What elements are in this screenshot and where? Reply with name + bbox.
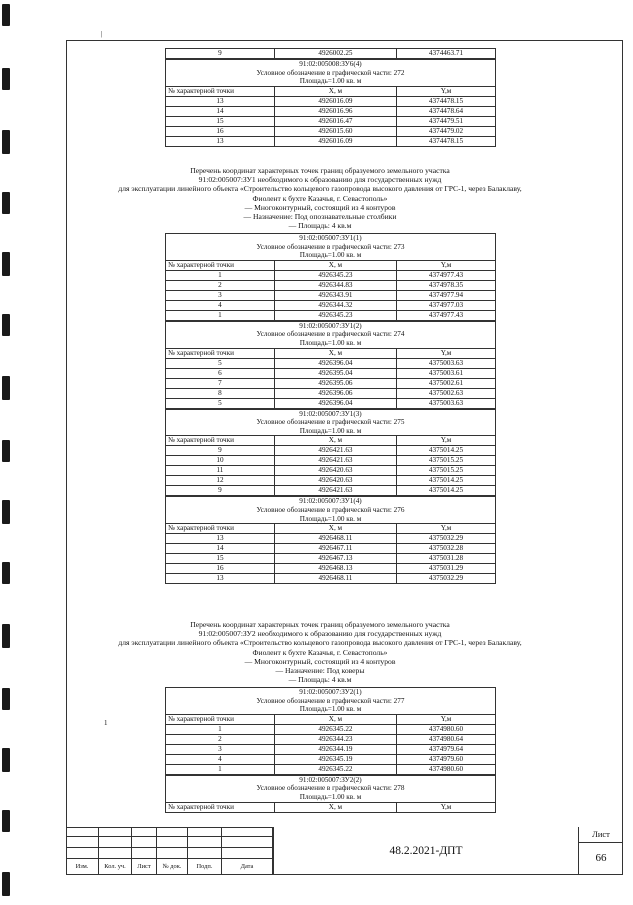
point-number: 13 <box>166 574 275 584</box>
point-number: 9 <box>166 486 275 496</box>
table-body <box>166 534 496 584</box>
x-coordinate: 4926467.11 <box>274 544 396 554</box>
parcel-number: 91:02:005007:ЗУ1(1) <box>299 234 362 242</box>
column-header-y: Y,м <box>396 86 495 96</box>
binder-hole <box>2 68 10 90</box>
table-row <box>166 126 496 136</box>
table-row <box>166 106 496 116</box>
point-number: 14 <box>166 106 275 116</box>
point-number: 13 <box>166 96 275 106</box>
point-number: 9 <box>166 446 275 456</box>
x-coordinate: 4926344.23 <box>274 734 396 744</box>
section-heading <box>165 409 496 436</box>
x-coordinate: 4926420.63 <box>274 476 396 486</box>
column-header-x: X, м <box>274 802 396 812</box>
column-header-y: Y,м <box>396 802 495 812</box>
header-line: 91:02:005007:ЗУ2 необходимого к образованию для государственных нужд <box>198 629 442 639</box>
header-line: — Многоконтурный, состоящий из 4 контуров <box>244 656 396 666</box>
table-row <box>166 534 496 544</box>
table-row <box>166 754 496 764</box>
revision-column-label: Лист <box>132 859 157 875</box>
x-coordinate: 4926396.04 <box>274 398 396 408</box>
x-coordinate: 4926344.19 <box>274 744 396 754</box>
y-coordinate: 4375014.25 <box>396 486 495 496</box>
section-heading <box>165 233 496 260</box>
table-header <box>166 436 496 446</box>
header-row <box>166 260 496 270</box>
binder-hole <box>2 748 10 772</box>
x-coordinate: 4926343.91 <box>274 290 396 300</box>
coordinate-table <box>165 802 496 813</box>
y-coordinate: 4375032.29 <box>396 574 495 584</box>
point-number: 2 <box>166 734 275 744</box>
y-coordinate: 4375014.25 <box>396 446 495 456</box>
revision-cell <box>99 827 132 837</box>
x-coordinate: 4926468.11 <box>274 534 396 544</box>
point-number: 2 <box>166 280 275 290</box>
y-coordinate: 4374478.15 <box>396 136 495 146</box>
y-coordinate: 4374479.02 <box>396 126 495 136</box>
x-coordinate: 4926467.13 <box>274 554 396 564</box>
y-coordinate: 4375032.28 <box>396 544 495 554</box>
revision-cell <box>222 848 273 859</box>
table-row <box>166 456 496 466</box>
revision-column-label: Изм. <box>66 859 99 875</box>
x-coordinate: 4926396.04 <box>274 358 396 368</box>
block1-header <box>100 166 540 230</box>
table-row <box>166 764 496 774</box>
revision-cell <box>99 848 132 859</box>
x-coordinate: 4926345.22 <box>274 724 396 734</box>
parcel-number: 91:02:005007:ЗУ1(3) <box>299 409 362 418</box>
y-coordinate: 4374980.60 <box>396 764 495 774</box>
header-line: Перечень координат характерных точек границ образуемого земельного участка <box>190 620 450 629</box>
point-number: 12 <box>166 476 275 486</box>
table-row <box>166 574 496 584</box>
header-row <box>166 524 496 534</box>
binder-hole <box>2 440 10 462</box>
revision-column-label: Кол. уч. <box>99 859 132 875</box>
x-coordinate: 4926015.60 <box>274 126 396 136</box>
point-number: 3 <box>166 290 275 300</box>
parcel-area: Площадь=1.00 кв. м <box>299 792 362 801</box>
y-coordinate: 4374977.43 <box>396 270 495 280</box>
revision-cell <box>222 827 273 837</box>
x-coordinate: 4926421.63 <box>274 486 396 496</box>
y-coordinate: 4374479.51 <box>396 116 495 126</box>
column-header-y: Y,м <box>396 524 495 534</box>
table-header <box>166 714 496 724</box>
section-heading <box>165 496 496 523</box>
header-line: — Площадь: 4 кв.м <box>288 675 352 685</box>
table-row <box>166 96 496 106</box>
revision-cell <box>132 848 157 859</box>
binder-hole <box>2 500 10 524</box>
graphic-symbol: Условное обозначение в графической части: 277 <box>256 696 405 705</box>
header-row <box>166 714 496 724</box>
table-header <box>166 524 496 534</box>
table-row <box>166 744 496 754</box>
table-header <box>166 260 496 270</box>
binder-hole <box>2 872 10 896</box>
binder-hole <box>2 562 10 584</box>
margin-tick: | <box>101 30 103 38</box>
sheet-box <box>578 827 623 875</box>
table-row <box>166 466 496 476</box>
table-header <box>166 348 496 358</box>
y-coordinate: 4374979.64 <box>396 744 495 754</box>
table-row <box>166 300 496 310</box>
x-coordinate: 4926395.06 <box>274 378 396 388</box>
coordinate-table <box>165 435 496 496</box>
x-coordinate: 4926345.23 <box>274 310 396 320</box>
coordinate-section <box>165 59 496 147</box>
x-coordinate: 4926420.63 <box>274 466 396 476</box>
point-number: 7 <box>166 378 275 388</box>
graphic-symbol: Условное обозначение в графической части: 278 <box>256 784 405 793</box>
table-row <box>166 136 496 146</box>
point-number: 1 <box>166 310 275 320</box>
table-row <box>166 724 496 734</box>
header-row <box>166 86 496 96</box>
point-number: 4 <box>166 754 275 764</box>
y-coordinate: 4375002.61 <box>396 378 495 388</box>
table-row <box>166 358 496 368</box>
point-number: 3 <box>166 744 275 754</box>
point-number: 14 <box>166 544 275 554</box>
y-coordinate: 4374980.60 <box>396 724 495 734</box>
y-coordinate: 4374977.43 <box>396 310 495 320</box>
column-header-x: X, м <box>274 86 396 96</box>
y-coordinate: 4374977.94 <box>396 290 495 300</box>
table-body <box>166 358 496 408</box>
point-number: 10 <box>166 456 275 466</box>
binder-hole <box>2 314 10 336</box>
column-header-point: № характерной точки <box>166 260 275 270</box>
header-line: Фиолент к бухте Казачья, г. Севастополь» <box>252 647 388 657</box>
table-body <box>166 446 496 496</box>
y-coordinate: 4374478.64 <box>396 106 495 116</box>
binder-hole <box>2 810 10 832</box>
header-line: для эксплуатации линейного объекта «Строительство кольцевого газопровода высокого давления от ГРС-1, через Балаклаву, <box>118 184 522 194</box>
binder-hole <box>2 4 10 26</box>
y-coordinate: 4375003.63 <box>396 398 495 408</box>
column-header-x: X, м <box>274 524 396 534</box>
y-coordinate: 4374478.15 <box>396 96 495 106</box>
header-line: — Площадь: 4 кв.м <box>288 221 352 231</box>
table-row <box>166 446 496 456</box>
y-coordinate: 4375003.61 <box>396 368 495 378</box>
header-line: — Назначение: Под опознавательные столбики <box>243 212 397 222</box>
revision-column-label: Дата <box>222 859 273 875</box>
point-number: 5 <box>166 398 275 408</box>
parcel-number: 91:02:005008:ЗУ6(4) <box>299 60 362 68</box>
table-row <box>166 290 496 300</box>
parcel-number: 91:02:005007:ЗУ1(4) <box>299 497 362 506</box>
y-coordinate: 4375002.63 <box>396 388 495 398</box>
x-coordinate: 4926016.09 <box>274 136 396 146</box>
continuation-table <box>165 48 496 59</box>
header-line: 91:02:005007:ЗУ1 необходимого к образованию для государственных нужд <box>198 175 442 185</box>
table-row <box>166 116 496 126</box>
column-header-y: Y,м <box>396 260 495 270</box>
binder-hole <box>2 688 10 710</box>
header-line: — Многоконтурный, состоящий из 4 контуров <box>244 202 396 212</box>
parcel-area: Площадь=1.00 кв. м <box>299 705 362 714</box>
y-coordinate: 4375015.25 <box>396 456 495 466</box>
coordinate-table <box>165 348 496 409</box>
x-coordinate: 4926344.83 <box>274 280 396 290</box>
header-line: — Назначение: Под коверы <box>275 666 365 676</box>
y-coordinate: 4375032.29 <box>396 534 495 544</box>
y-coordinate: 4374977.03 <box>396 300 495 310</box>
graphic-symbol: Условное обозначение в графической части: 276 <box>256 505 405 514</box>
column-header-point: № характерной точки <box>166 714 275 724</box>
point-number: 4 <box>166 300 275 310</box>
revision-cell <box>66 848 99 859</box>
y-coordinate: 4374979.60 <box>396 754 495 764</box>
point-number: 11 <box>166 466 275 476</box>
table-row <box>166 564 496 574</box>
section-heading <box>165 321 496 348</box>
x-coordinate: 4926421.63 <box>274 446 396 456</box>
column-header-point: № характерной точки <box>166 436 275 446</box>
sheet-number: 66 <box>595 852 607 864</box>
sheet-label: Лист <box>579 827 623 843</box>
table-row <box>166 554 496 564</box>
revision-cell <box>132 837 157 848</box>
x-coordinate: 4926468.11 <box>274 574 396 584</box>
column-header-x: X, м <box>274 714 396 724</box>
column-header-y: Y,м <box>396 714 495 724</box>
x-coordinate: 4926345.23 <box>274 270 396 280</box>
graphic-symbol: Условное обозначение в графической части: 272 <box>256 68 405 77</box>
header-line: для эксплуатации линейного объекта «Строительство кольцевого газопровода высокого давления от ГРС-1, через Балаклаву, <box>118 638 522 648</box>
x-coordinate: 4926345.19 <box>274 754 396 764</box>
parcel-number: 91:02:005007:ЗУ2(1) <box>299 688 362 696</box>
header-row <box>166 436 496 446</box>
revision-cell <box>66 837 99 848</box>
revision-column-label: Подп. <box>188 859 222 875</box>
revision-cell <box>157 827 188 837</box>
header-line: Фиолент к бухте Казачья, г. Севастополь» <box>252 193 388 203</box>
revision-cell <box>66 827 99 837</box>
x-coordinate: 4926002.25 <box>274 49 396 59</box>
table-row <box>166 270 496 280</box>
x-coordinate: 4926016.47 <box>274 116 396 126</box>
parcel-number: 91:02:005007:ЗУ2(2) <box>299 775 362 784</box>
coordinate-table <box>165 523 496 584</box>
table-row <box>166 378 496 388</box>
binder-hole <box>2 252 10 276</box>
x-coordinate: 4926421.63 <box>274 456 396 466</box>
block2-tables <box>165 687 496 813</box>
column-header-x: X, м <box>274 260 396 270</box>
block1-tables <box>165 233 496 584</box>
revision-cell <box>188 848 222 859</box>
header-line: Перечень координат характерных точек границ образуемого земельного участка <box>190 166 450 175</box>
x-coordinate: 4926016.96 <box>274 106 396 116</box>
column-header-point: № характерной точки <box>166 86 275 96</box>
coordinate-table <box>165 260 496 321</box>
coordinate-table <box>165 86 496 147</box>
table-row <box>166 476 496 486</box>
table-body <box>166 724 496 774</box>
graphic-symbol: Условное обозначение в графической части: 274 <box>256 330 405 339</box>
x-coordinate: 4926396.06 <box>274 388 396 398</box>
table-row <box>166 368 496 378</box>
parcel-area: Площадь=1.00 кв. м <box>299 514 362 523</box>
point-number: 1 <box>166 270 275 280</box>
table-row <box>166 49 496 59</box>
table-row <box>166 398 496 408</box>
table-header <box>166 802 496 812</box>
section-heading <box>165 775 496 802</box>
point-number: 16 <box>166 564 275 574</box>
revision-cell <box>157 848 188 859</box>
point-number: 8 <box>166 388 275 398</box>
table-row <box>166 486 496 496</box>
revision-grid <box>66 827 273 875</box>
coordinate-table <box>165 714 496 775</box>
point-number: 1 <box>166 764 275 774</box>
x-coordinate: 4926345.22 <box>274 764 396 774</box>
parcel-number: 91:02:005007:ЗУ1(2) <box>299 321 362 330</box>
binder-hole <box>2 130 10 154</box>
y-coordinate: 4375015.25 <box>396 466 495 476</box>
column-header-x: X, м <box>274 436 396 446</box>
binder-hole <box>2 192 10 214</box>
x-coordinate: 4926344.32 <box>274 300 396 310</box>
revision-cell <box>222 837 273 848</box>
top-section <box>165 48 496 147</box>
y-coordinate: 4375031.29 <box>396 564 495 574</box>
x-coordinate: 4926016.09 <box>274 96 396 106</box>
column-header-point: № характерной точки <box>166 348 275 358</box>
revision-cell <box>132 827 157 837</box>
title-block <box>66 827 623 875</box>
y-coordinate: 4375003.63 <box>396 358 495 368</box>
y-coordinate: 4375014.25 <box>396 476 495 486</box>
parcel-area: Площадь=1.00 кв. м <box>299 426 362 435</box>
y-coordinate: 4374980.64 <box>396 734 495 744</box>
y-coordinate: 4374978.35 <box>396 280 495 290</box>
table-row <box>166 310 496 320</box>
table-row <box>166 280 496 290</box>
section-heading <box>165 687 496 714</box>
table-row <box>166 734 496 744</box>
point-number: 6 <box>166 368 275 378</box>
header-row <box>166 348 496 358</box>
revision-cell <box>188 837 222 848</box>
parcel-area: Площадь=1.00 кв. м <box>299 77 362 86</box>
parcel-area: Площадь=1.00 кв. м <box>299 251 362 260</box>
point-number: 5 <box>166 358 275 368</box>
revision-cell <box>157 837 188 848</box>
point-number: 15 <box>166 554 275 564</box>
document-code: 48.2.2021-ДПТ <box>273 827 578 875</box>
revision-cell <box>188 827 222 837</box>
y-coordinate: 4375031.28 <box>396 554 495 564</box>
column-header-y: Y,м <box>396 348 495 358</box>
point-number: 1 <box>166 724 275 734</box>
revision-column-label: № док. <box>157 859 188 875</box>
column-header-y: Y,м <box>396 436 495 446</box>
margin-mark: 1 <box>104 719 108 727</box>
graphic-symbol: Условное обозначение в графической части: 275 <box>256 418 405 427</box>
revision-cell <box>99 837 132 848</box>
binder-hole <box>2 376 10 400</box>
point-number: 9 <box>166 49 275 59</box>
header-row <box>166 802 496 812</box>
table-header <box>166 86 496 96</box>
x-coordinate: 4926468.13 <box>274 564 396 574</box>
point-number: 13 <box>166 534 275 544</box>
table-body <box>166 96 496 146</box>
parcel-area: Площадь=1.00 кв. м <box>299 338 362 347</box>
column-header-point: № характерной точки <box>166 524 275 534</box>
column-header-point: № характерной точки <box>166 802 275 812</box>
column-header-x: X, м <box>274 348 396 358</box>
table-row <box>166 544 496 554</box>
block2-header <box>100 620 540 684</box>
binder-hole <box>2 624 10 648</box>
point-number: 15 <box>166 116 275 126</box>
point-number: 13 <box>166 136 275 146</box>
x-coordinate: 4926395.04 <box>274 368 396 378</box>
section-heading <box>165 59 496 86</box>
table-row <box>166 388 496 398</box>
point-number: 16 <box>166 126 275 136</box>
y-coordinate: 4374463.71 <box>396 49 495 59</box>
table-body <box>166 270 496 320</box>
graphic-symbol: Условное обозначение в графической части: 273 <box>256 242 405 251</box>
